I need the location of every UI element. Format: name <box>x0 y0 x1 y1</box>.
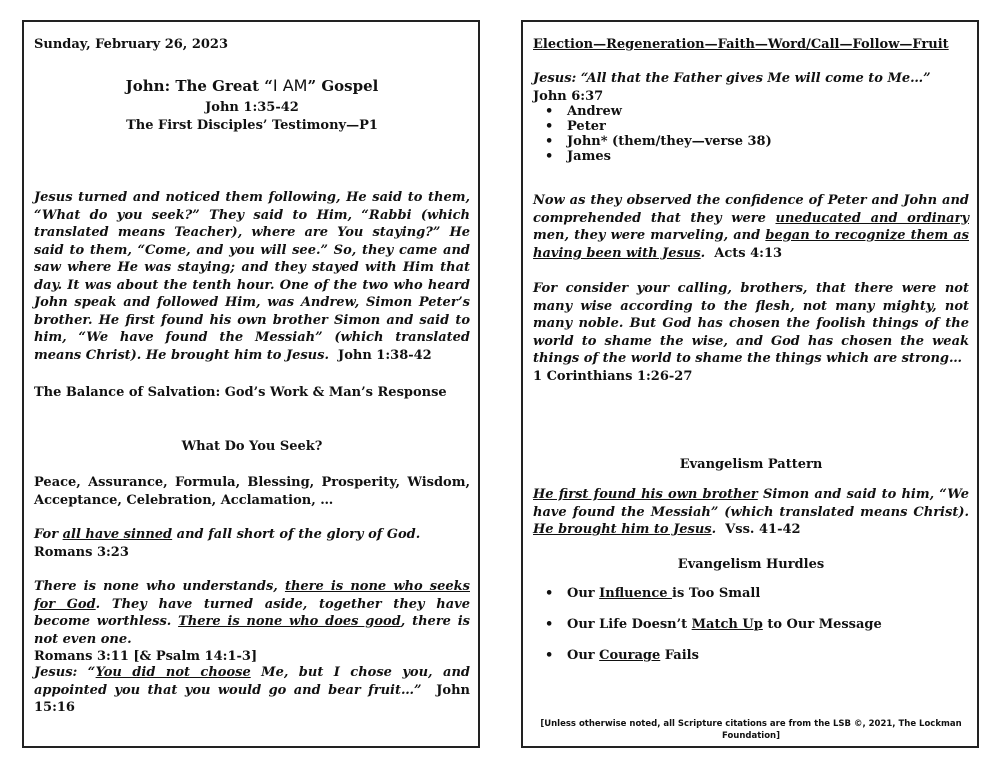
sermon-reference: John 1:35-42 <box>205 100 299 115</box>
hurdles-list <box>533 586 882 663</box>
john-15-16: Jesus: “You did not choose Me, but I chose you, and appointed you that you would go and bear fruit…” John 15:16 <box>34 665 470 715</box>
romans-3-23: For all have sinned and fall short of the glory of God. Romans 3:23 <box>34 527 421 560</box>
corinthians-1-26: For consider your calling, brothers, that there were not many wise according to the flesh, not many mighty, not many noble. But God has chosen the foolish things of the world to shame the wise, and God has chosen the weak things of the world to shame the things which are strong… 1 Corinthians 1:26-27 <box>533 281 969 384</box>
left-page <box>22 20 480 748</box>
seek-heading: What Do You Seek? <box>181 439 323 454</box>
evangelism-pattern-heading: Evangelism Pattern <box>679 457 823 472</box>
balance-heading: The Balance of Salvation: God’s Work & Man’s Response <box>34 385 447 400</box>
salvation-sequence-heading: Election—Regeneration—Faith—Word/Call—Follow—Fruit <box>533 37 949 52</box>
disciples-list <box>533 104 772 164</box>
seek-list: Peace, Assurance, Formula, Blessing, Prosperity, Wisdom, Acceptance, Celebration, Acclamation, … <box>34 475 470 508</box>
scripture-passage: Jesus turned and noticed them following, He said to them, “What do you seek?” They said to Him, “Rabbi (which translated means Teacher), where are You staying?” He said to them, “Come, and you will see.” So, they came and saw where He was staying; and they stayed with Him that day. It was about the tenth hour. One of the two who heard John speak and followed Him, was Andrew, Simon Peter’s brother. He first found his own brother Simon and said to him, “We have found the Messiah” (which translated means Christ). He brought him to Jesus. John 1:38-42 <box>34 190 470 363</box>
right-page <box>521 20 979 748</box>
list-item: • Peter <box>533 119 772 134</box>
evangelism-hurdles-heading: Evangelism Hurdles <box>677 557 825 572</box>
service-date: Sunday, February 26, 2023 <box>34 37 229 52</box>
copyright-footnote: [Unless otherwise noted, all Scripture citations are from the LSB ©, 2021, The Lockman Foundation] <box>540 719 962 741</box>
list-item: • Andrew <box>533 104 772 119</box>
list-item: • John* (them/they—verse 38) <box>533 134 772 149</box>
john-6-37: Jesus: “All that the Father gives Me will come to Me…” John 6:37 <box>533 71 931 104</box>
list-item: • Our Influence is Too Small <box>533 586 882 601</box>
evangelism-pattern-text: He first found his own brother Simon and said to him, “We have found the Messiah” (which translated means Christ). He brought him to Jesus. Vss. 41-42 <box>533 487 970 537</box>
sermon-subtitle: The First Disciples’ Testimony—P1 <box>126 118 378 133</box>
sermon-series-title: John: The Great “I AM” Gospel <box>125 76 379 95</box>
acts-4-13: Now as they observed the confidence of Peter and John and comprehended that they were uneducated and ordinary men, they were marveling, and began to recognize them as having been with Jesus. Acts 4:13 <box>533 193 970 261</box>
romans-3-11: There is none who understands, there is none who seeks for God. They have turned aside, together they have become worthless. There is none who does good, there is not even one. Romans 3:11 [& Psalm 14:1-3] <box>34 579 470 664</box>
list-item: • Our Courage Fails <box>533 648 882 663</box>
list-item: • James <box>533 149 772 164</box>
list-item: • Our Life Doesn’t Match Up to Our Message <box>533 617 882 632</box>
